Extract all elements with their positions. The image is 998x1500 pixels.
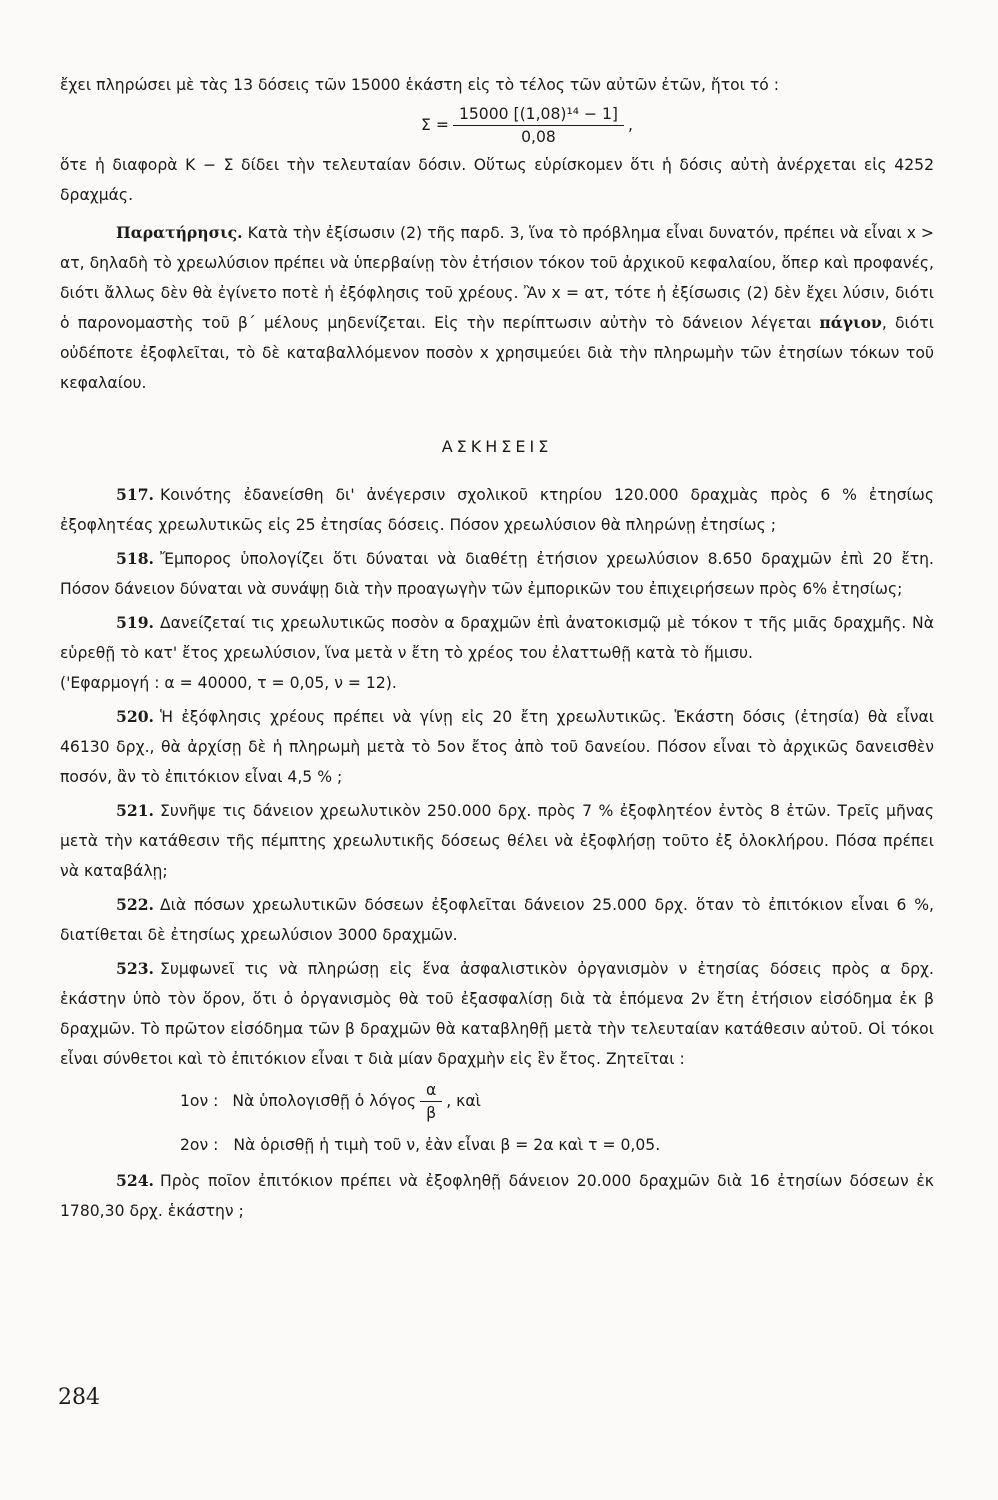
exercise-text: Ἡ ἐξόφλησις χρέους πρέπει νὰ γίνῃ εἰς 20 ἔτη χρεωλυτικῶς. Ἑκάστη δόσις (ἐτησία) θὰ εἶναι 46130 δρχ., θὰ ἀρχίσῃ δὲ ἡ πληρωμὴ μετὰ τὸ 5ον ἔτος ἀπὸ τοῦ δανείου. Πόσον εἶναι τὸ ἀρχικῶς δανεισθὲν ποσόν, ἂν τὸ ἐπιτόκιον εἶναι 4,5 % ; (60, 708, 934, 786)
remark-text-a: Κατὰ τὴν ἐξίσωσιν (2) τῆς παρδ. 3, ἵνα τὸ πρόβλημα εἶναι δυνατόν, πρέπει νὰ εἶναι x > ατ, δηλαδὴ τὸ χρεωλύσιον πρέπει νὰ ὑπερβαίνῃ τὸν ἐτήσιον τόκον τοῦ ἀρχικοῦ κεφαλαίου, ὅπερ καὶ προφανές, διότι ἄλλως δὲν θὰ ἐγίνετο ποτὲ ἡ ἐξόφλησις τοῦ χρέους. Ἂν x = ατ, τότε ἡ ἐξίσωσις (2) δὲν ἔχει λύσιν, διότι ὁ παρονομαστὴς τοῦ β΄ μέλους μηδενίζεται. Εἰς τὴν περίπτωσιν αὐτὴν τὸ δάνειον λέγεται (60, 224, 934, 332)
exercise-text: Συνῆψε τις δάνειον χρεωλυτικὸν 250.000 δρχ. πρὸς 7 % ἐξοφλητέον ἐντὸς 8 ἐτῶν. Τρεῖς μῆνας μετὰ τὴν κατάθεσιν τῆς πέμπτης χρεωλυτικῆς δόσεως θέλει νὰ ἐξοφλήσῃ τοῦτο ἐξ ὁλοκλήρου. Πόσα πρέπει νὰ καταβάλῃ; (60, 802, 934, 880)
page-number: 284 (58, 1385, 100, 1410)
sum-formula (120, 100, 934, 150)
exercise-number: 517. (116, 485, 154, 504)
remark-term: πάγιον (819, 313, 882, 332)
ratio-fraction (420, 1079, 442, 1124)
exercise-text: Πρὸς ποῖον ἐπιτόκιον πρέπει νὰ ἐξοφληθῇ δάνειον 20.000 δραχμῶν διὰ 16 ἐτησίων δόσεων ἐκ 1780,30 δρχ. ἑκάστην ; (60, 1172, 934, 1220)
item-label: 1ον : (180, 1092, 219, 1110)
item-label: 2ον : (180, 1136, 219, 1154)
exercise-number: 523. (116, 959, 154, 978)
formula-tail: , (627, 116, 633, 134)
exercise-number: 521. (116, 801, 154, 820)
formula-denominator: 0,08 (521, 127, 556, 146)
exercise-text: Δανείζεταί τις χρεωλυτικῶς ποσὸν α δραχμῶν ἐπὶ ἀνατοκισμῷ μὲ τόκον τ τῆς μιᾶς δραχμῆς. Νὰ εὑρεθῇ τὸ κατ' ἔτος χρεωλύσιον, ἵνα μετὰ ν ἔτη τὸ χρέος του ἐλαττωθῇ κατὰ τὸ ἥμισυ. (60, 614, 934, 662)
exercise-521 (60, 796, 934, 886)
exercise-number: 522. (116, 895, 154, 914)
exercise-523-item-1 (180, 1074, 934, 1128)
exercises-heading: ΑΣΚΗΣΕΙΣ (441, 437, 553, 456)
exercise-524 (60, 1166, 934, 1226)
exercise-519 (60, 608, 934, 698)
remark-text-b: , διότι οὐδέποτε ἐξοφλεῖται, τὸ δὲ καταβαλλόμενον ποσὸν x χρησιμεύει διὰ τὴν πληρωμὴν τῶν ἐτησίων τόκων τοῦ κεφαλαίου. (60, 314, 935, 392)
exercise-number: 519. (116, 613, 154, 632)
formula-numerator: 15000 [(1,08)¹⁴ − 1] (453, 103, 624, 126)
exercise-519-note: ('Εφαρμογή : α = 40000, τ = 0,05, ν = 12). (60, 674, 397, 692)
exercise-522 (60, 890, 934, 950)
page-body (60, 70, 934, 1226)
exercise-text: Κοινότης ἐδανείσθη δι' ἀνέγερσιν σχολικοῦ κτηρίου 120.000 δραχμὰς πρὸς 6 % ἐτησίως ἐξοφλητέας χρεωλυτικῶς εἰς 25 ἐτησίας δόσεις. Πόσον χρεωλύσιον θὰ πληρώνῃ ἐτησίως ; (60, 486, 934, 534)
exercise-523-item-2 (180, 1128, 934, 1162)
item-text: Νὰ ὑπολογισθῇ ὁ λόγος (232, 1092, 416, 1110)
exercise-number: 524. (116, 1171, 154, 1190)
item-tail: , καὶ (446, 1092, 481, 1110)
exercise-number: 520. (116, 707, 154, 726)
exercise-518 (60, 544, 934, 604)
remark-label: Παρατήρησις. (116, 223, 243, 242)
exercise-520 (60, 702, 934, 792)
exercise-text: Ἔμπορος ὑπολογίζει ὅτι δύναται νὰ διαθέτῃ ἐτήσιον χρεωλύσιον 8.650 δραχμῶν ἐπὶ 20 ἔτη. Πόσον δάνειον δύναται νὰ συνάψῃ διὰ τὴν προαγωγὴν τῶν ἐμπορικῶν του ἐπιχειρήσεων πρὸς 6% ἐτησίως; (60, 550, 934, 598)
remark-paragraph (60, 218, 934, 398)
exercise-517 (60, 480, 934, 540)
exercise-text: Διὰ πόσων χρεωλυτικῶν δόσεων ἐξοφλεῖται δάνειον 25.000 δρχ. ὅταν τὸ ἐπιτόκιον εἶναι 6 %, διατίθεται δὲ ἐτησίως χρεωλύσιον 3000 δραχμῶν. (60, 896, 934, 944)
formula-lhs: Σ = (421, 116, 449, 134)
exercise-523 (60, 954, 934, 1074)
intro-line-2: ὅτε ἡ διαφορὰ Κ − Σ δίδει τὴν τελευταίαν δόσιν. Οὕτως εὑρίσκομεν ὅτι ἡ δόσις αὐτὴ ἀνέρχεται εἰς 4252 δραχμάς. (60, 156, 934, 204)
formula-fraction (453, 103, 624, 148)
ratio-numerator: α (420, 1079, 442, 1102)
ratio-denominator: β (426, 1103, 437, 1122)
intro-line-1: ἔχει πληρώσει μὲ τὰς 13 δόσεις τῶν 15000 ἑκάστη εἰς τὸ τέλος τῶν αὐτῶν ἐτῶν, ἤτοι τό : (60, 76, 780, 94)
exercise-number: 518. (116, 549, 154, 568)
exercise-text: Συμφωνεῖ τις νὰ πληρώσῃ εἰς ἕνα ἀσφαλιστικὸν ὀργανισμὸν ν ἐτησίας δόσεις πρὸς α δρχ. ἑκάστην ὑπὸ τὸν ὅρον, ὅτι ὁ ὀργανισμὸς θὰ τοῦ ἐξασφαλίσῃ διὰ τὰ ἑπόμενα 2ν ἔτη ἐτήσιον εἰσόδημα ἐκ β δραχμῶν. Τὸ πρῶτον εἰσόδημα τῶν β δραχμῶν θὰ καταβληθῇ μετὰ τὴν τελευταίαν κατάθεσιν αὐτοῦ. Οἱ τόκοι εἶναι σύνθετοι καὶ τὸ ἐπιτόκιον εἶναι τ διὰ μίαν δραχμὴν εἰς ἓν ἔτος. Ζητεῖται : (60, 960, 934, 1068)
item-text: Νὰ ὁρισθῇ ἡ τιμὴ τοῦ ν, ἐὰν εἶναι β = 2α καὶ τ = 0,05. (233, 1136, 661, 1154)
